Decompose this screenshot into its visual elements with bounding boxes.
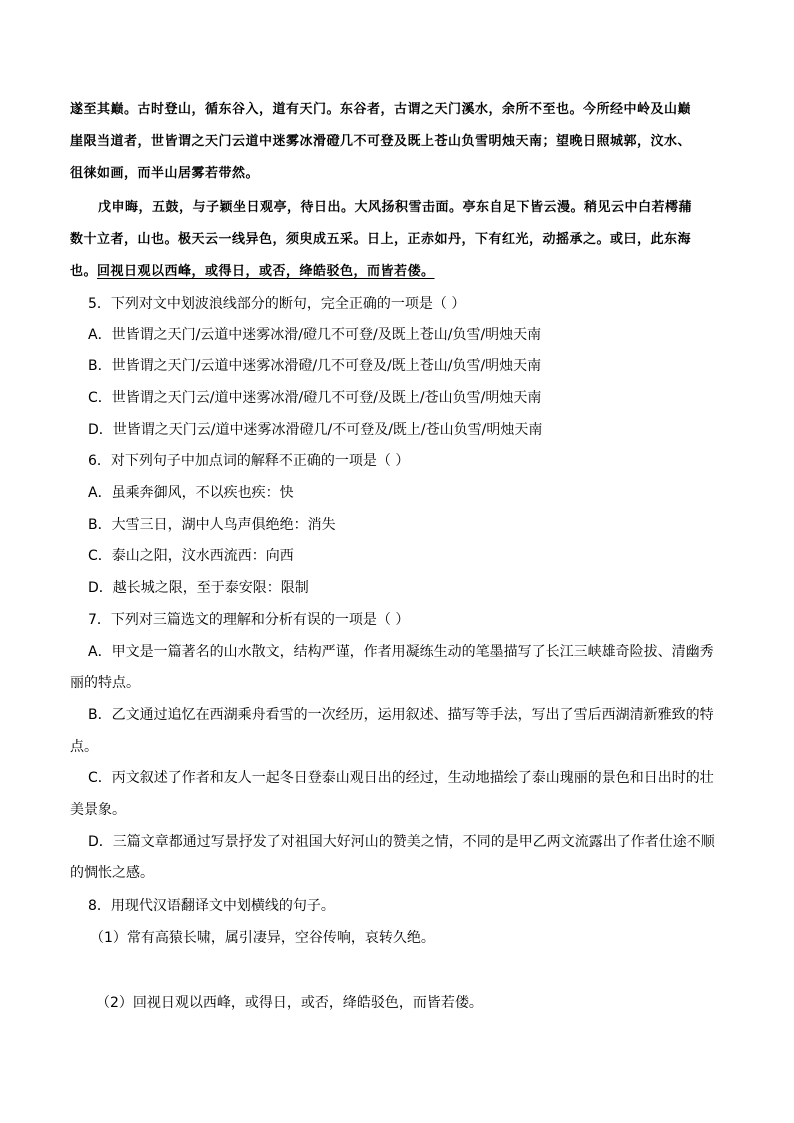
option-a: A．虽乘奔御风，不以疾也疾：快: [88, 485, 294, 501]
passage-line: 徂徕如画，而半山居雾若带然。: [70, 166, 260, 181]
option-d: D．三篇文章都通过写景抒发了对祖国大好河山的赞美之情，不同的是甲乙两文流露出了作者仕途不顺: [88, 834, 715, 850]
passage-line: [70, 262, 435, 282]
option-a: A．甲文是一篇著名的山水散文，结构严谨，作者用凝练生动的笔墨描写了长江三峡雄奇险拔、清幽秀: [88, 644, 714, 660]
passage-text: 也。: [70, 264, 98, 279]
question-stem: 6．对下列句子中加点词的解释不正确的一项是（ ）: [88, 453, 410, 469]
option-a: A．世皆谓之天门/云道中迷雾冰滑/磴几不可登/及既上苍山/负雪/明烛天南: [88, 327, 542, 343]
question-stem: 5．下列对文中划波浪线部分的断句，完全正确的一项是（ ）: [88, 296, 466, 312]
option-b: B．世皆谓之天门/云道中迷雾冰滑磴/几不可登及/既上苍山/负雪/明烛天南: [88, 358, 542, 374]
sentence-2: （2）回视日观以西峰，或得日，或否，绛皓驳色，而皆若偻。: [96, 995, 483, 1011]
sentence-1: （1）常有高猿长啸，属引凄异，空谷传响，哀转久绝。: [90, 930, 435, 946]
option-c-cont: 美景象。: [70, 802, 126, 818]
underlined-sentence: 回视日观以西峰，或得日，或否，绛皓驳色，而皆若偻。: [97, 264, 435, 279]
option-c: C．泰山之阳，汶水西流西：向西: [88, 548, 294, 564]
option-b-cont: 点。: [70, 739, 98, 755]
option-d: D．世皆谓之天门云/道中迷雾冰滑磴几/不可登及/既上/苍山负雪/明烛天南: [88, 422, 543, 438]
option-d-cont: 的惆怅之感。: [70, 865, 154, 881]
question-stem: 7．下列对三篇选文的理解和分析有误的一项是（ ）: [88, 612, 410, 628]
option-b: B．大雪三日，湖中人鸟声俱绝绝：消失: [88, 517, 336, 533]
option-d: D．越长城之限，至于泰安限：限制: [88, 580, 309, 596]
question-stem: 8．用现代汉语翻译文中划横线的句子。: [88, 898, 335, 914]
passage-line: 遂至其巅。古时登山，循东谷入，道有天门。东谷者，古谓之天门溪水，余所不至也。今所经中岭及山巅: [70, 102, 692, 117]
option-c: C．丙文叙述了作者和友人一起冬日登泰山观日出的经过，生动地描绘了泰山瑰丽的景色和日出时的壮: [88, 770, 714, 786]
passage-line: 戊申晦，五鼓，与子颖坐日观亭，待日出。大风扬积雪击面。亭东自足下皆云漫。稍见云中白若樗蒱: [98, 200, 693, 215]
option-b: B．乙文通过追忆在西湖乘舟看雪的一次经历，运用叙述、描写等手法，写出了雪后西湖清新雅致的特: [88, 707, 714, 723]
option-a-cont: 丽的特点。: [70, 675, 140, 691]
passage-line: 数十立者，山也。极天云一线异色，须臾成五采。日上，正赤如丹，下有红光，动摇承之。或曰，此东海: [70, 232, 692, 247]
option-c: C．世皆谓之天门云/道中迷雾冰滑/磴几不可登/及既上/苍山负雪/明烛天南: [88, 390, 542, 406]
passage-line: 崖限当道者，世皆谓之天门云道中迷雾冰滑磴几不可登及既上苍山负雪明烛天南；望晚日照城郭，汶水、: [70, 134, 692, 149]
